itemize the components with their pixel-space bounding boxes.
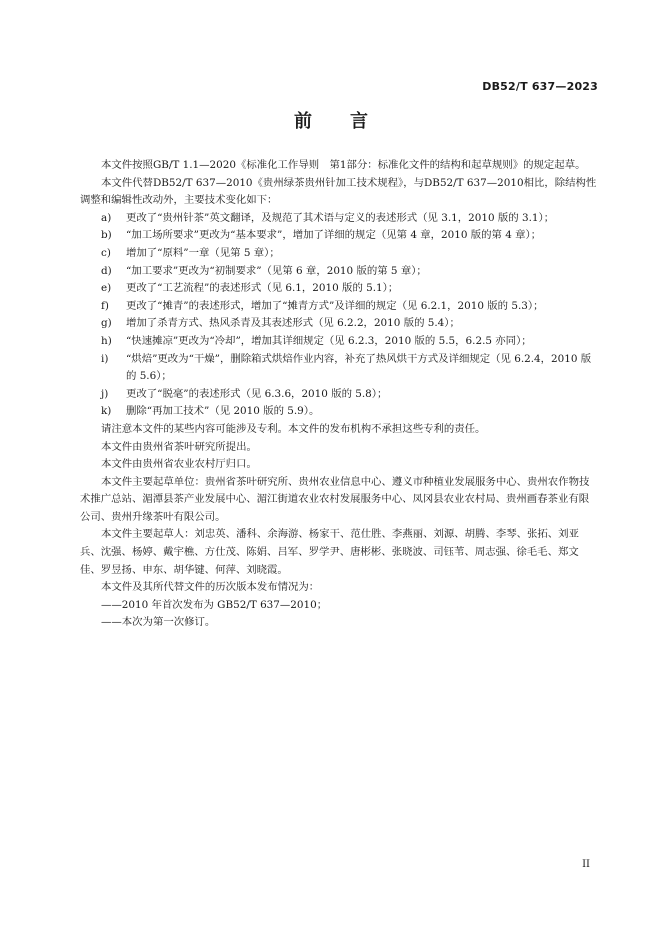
drafters: 本文件主要起草人：刘忠英、潘科、余海游、杨家干、范仕胜、李燕丽、刘源、胡腾、李琴、张拓、刘亚兵、沈强、杨婷、戴宇樵、方仕茂、陈娟、吕军、罗学尹、唐彬彬、张晓波、司钰苇、周志强、徐毛毛、郑文佳、罗昱扬、申东、胡华键、何萍、刘晓霞。 bbox=[80, 528, 579, 576]
change-item bbox=[80, 245, 598, 263]
change-text: 更改了“脱毫”的表述形式（见 6.3.6，2010 版的 5.8）； bbox=[126, 387, 388, 400]
history-heading: 本文件及其所代替文件的历次版本发布情况为： bbox=[101, 581, 320, 594]
change-label: g) bbox=[101, 317, 112, 330]
intro-paragraph: 本文件代替DB52/T 637—2010《贵州绿茶贵州针加工技术规程》，与DB52/T 637—2010相比，除结构性调整和编辑性改动外，主要技术变化如下： bbox=[80, 176, 597, 207]
change-text: 更改了“贵州针茶”英文翻译，及规范了其术语与定义的表述形式（见 3.1，2010 版的 3.1）； bbox=[126, 211, 555, 224]
change-item bbox=[80, 386, 598, 404]
page-number: II bbox=[582, 859, 590, 870]
change-text: 更改了“工艺流程”的表述形式（见 6.1，2010 版的 5.1）； bbox=[126, 282, 399, 295]
page-title bbox=[0, 107, 662, 133]
title-char-1: 前 bbox=[294, 111, 312, 132]
patent-notice: 请注意本文件的某些内容可能涉及专利。本文件的发布机构不承担这些专利的责任。 bbox=[101, 422, 486, 435]
change-item bbox=[80, 263, 598, 281]
change-text: “烘焙”更改为“干燥”，删除箱式烘焙作业内容，补充了热风烘干方式及详细规定（见 6.2.4，2010 版的 5.6）； bbox=[126, 352, 592, 383]
change-label: f) bbox=[101, 299, 109, 312]
change-text: 更改了“摊青”的表述形式，增加了“摊青方式”及详细的规定（见 6.2.1，2010 版的 5.3）； bbox=[126, 299, 544, 312]
proposer-statement: 本文件由贵州省茶叶研究所提出。 bbox=[101, 440, 257, 453]
change-item bbox=[80, 333, 598, 351]
change-label: k) bbox=[101, 405, 112, 418]
change-text: 删除“再加工技术”（见 2010 版的 5.9）。 bbox=[126, 405, 320, 418]
foreword-body bbox=[80, 157, 598, 632]
drafting-organizations: 本文件主要起草单位：贵州省茶叶研究所、贵州农业信息中心、遵义市种植业发展服务中心、贵州农作物技术推广总站、湄潭县茶产业发展中心、湄江街道农业农村发展服务中心、凤冈县农业农村局、贵州画春茶业有限公司、贵州升缘茶叶有限公司。 bbox=[80, 475, 590, 523]
change-label: h) bbox=[101, 334, 112, 347]
change-text: “加工场所要求”更改为“基本要求”，增加了详细的规定（见第 4 章，2010 版的第 4 章）； bbox=[126, 229, 542, 242]
intro-paragraph: 本文件按照GB/T 1.1—2020《标准化工作导则 第1部分：标准化文件的结构和起草规则》的规定起草。 bbox=[101, 159, 586, 171]
change-label: j) bbox=[101, 387, 109, 400]
change-text: 增加了“原料”一章（见第 5 章）； bbox=[126, 246, 280, 259]
change-text: 增加了杀青方式、热风杀青及其表述形式（见 6.2.2，2010 版的 5.4）； bbox=[126, 317, 460, 330]
change-item bbox=[80, 227, 598, 245]
change-text: “加工要求”更改为“初制要求”（见第 6 章，2010 版的第 5 章）； bbox=[126, 264, 427, 277]
title-char-2: 言 bbox=[350, 111, 368, 132]
history-item: ——2010 年首次发布为 GB52/T 637—2010； bbox=[101, 598, 328, 611]
change-item bbox=[80, 315, 598, 333]
change-item bbox=[80, 403, 598, 421]
change-item bbox=[80, 210, 598, 228]
change-label: c) bbox=[101, 246, 111, 259]
change-label: i) bbox=[101, 352, 109, 365]
administrator-statement: 本文件由贵州省农业农村厅归口。 bbox=[101, 458, 257, 471]
change-item bbox=[80, 298, 598, 316]
change-label: d) bbox=[101, 264, 112, 277]
document-number: DB52/T 637—2023 bbox=[482, 80, 598, 93]
change-item bbox=[80, 280, 598, 298]
change-item bbox=[80, 351, 598, 386]
change-label: a) bbox=[101, 211, 112, 224]
change-label: b) bbox=[101, 229, 112, 242]
change-text: “快速摊凉”更改为“冷却”，增加其详细规定（见 6.2.3，2010 版的 5.5，6.2.5 亦同）； bbox=[126, 334, 532, 347]
change-label: e) bbox=[101, 282, 112, 295]
history-item: ——本次为第一次修订。 bbox=[101, 616, 216, 629]
